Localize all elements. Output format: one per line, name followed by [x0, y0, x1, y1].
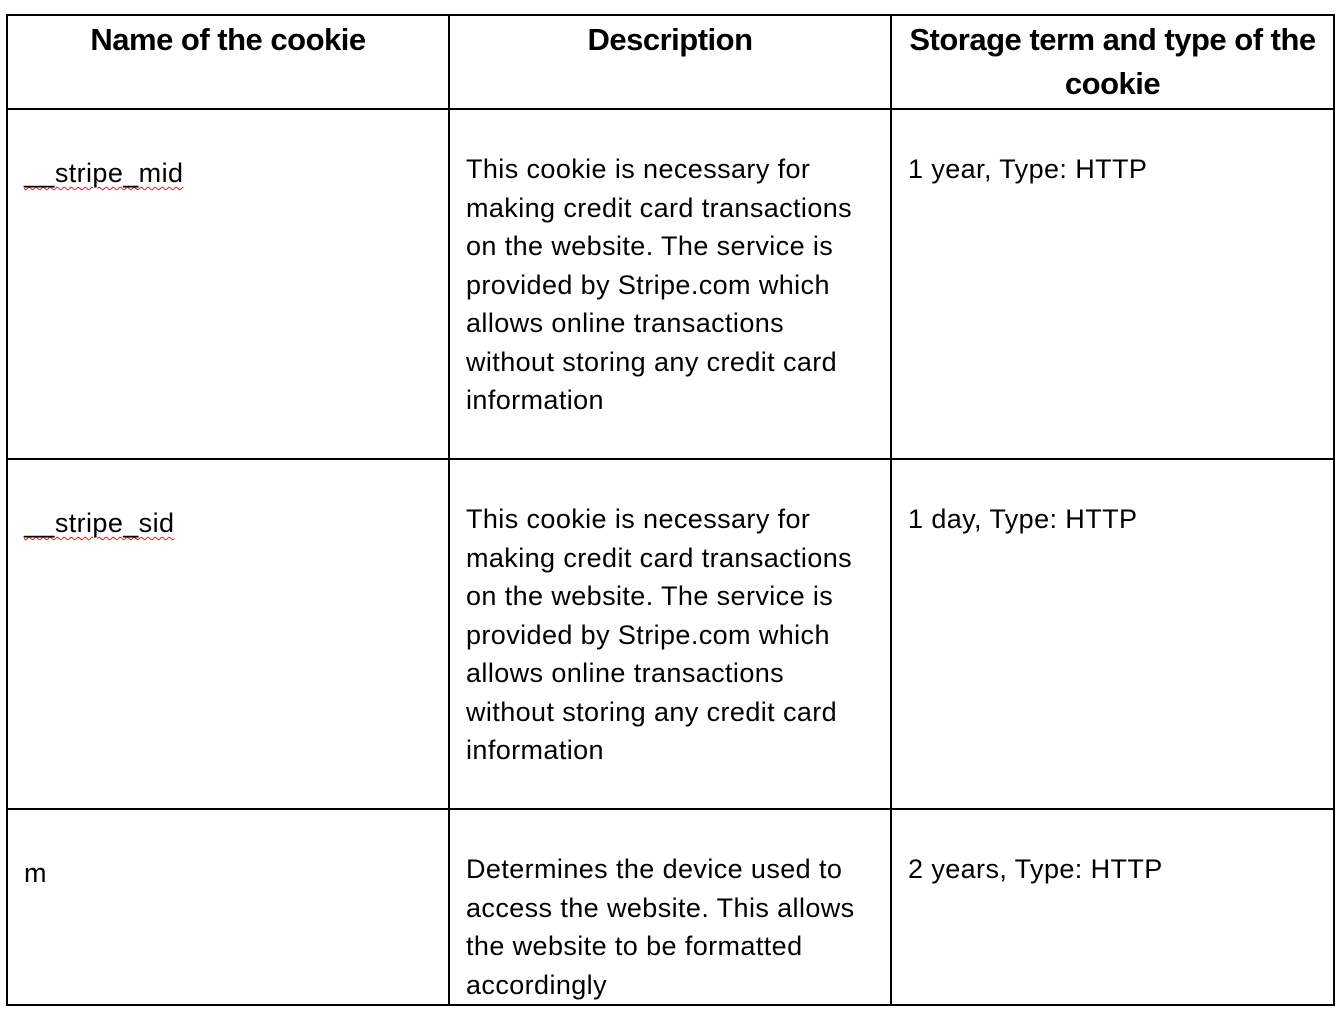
cookie-description: Determines the device used to access the website. This allows the website to be formatted accordingly — [449, 809, 891, 1005]
cookie-description: This cookie is necessary for making credit card transactions on the website. The service is provided by Stripe.com which allows online transactions without storing any credit card information — [449, 459, 891, 809]
cookie-storage-term: 1 year, Type: HTTP — [891, 109, 1334, 459]
cookie-description: This cookie is necessary for making credit card transactions on the website. The service is provided by Stripe.com which allows online transactions without storing any credit card information — [449, 109, 891, 459]
cookie-name-cell — [7, 109, 449, 459]
cookie-name-cell — [7, 809, 449, 1005]
cookie-table — [6, 14, 1335, 1006]
cookie-name: __stripe_sid — [24, 508, 175, 538]
cookie-name: m — [24, 858, 47, 888]
table-row — [7, 809, 1334, 1005]
table-header-row — [7, 15, 1334, 109]
cookie-storage-term: 2 years, Type: HTTP — [891, 809, 1334, 1005]
header-name-of-cookie: Name of the cookie — [7, 15, 449, 109]
cookie-name: __stripe_mid — [24, 158, 184, 188]
header-storage-term: Storage term and type of the cookie — [891, 15, 1334, 109]
cookie-name-cell — [7, 459, 449, 809]
header-description: Description — [449, 15, 891, 109]
table-row — [7, 459, 1334, 809]
table-row — [7, 109, 1334, 459]
cookie-storage-term: 1 day, Type: HTTP — [891, 459, 1334, 809]
